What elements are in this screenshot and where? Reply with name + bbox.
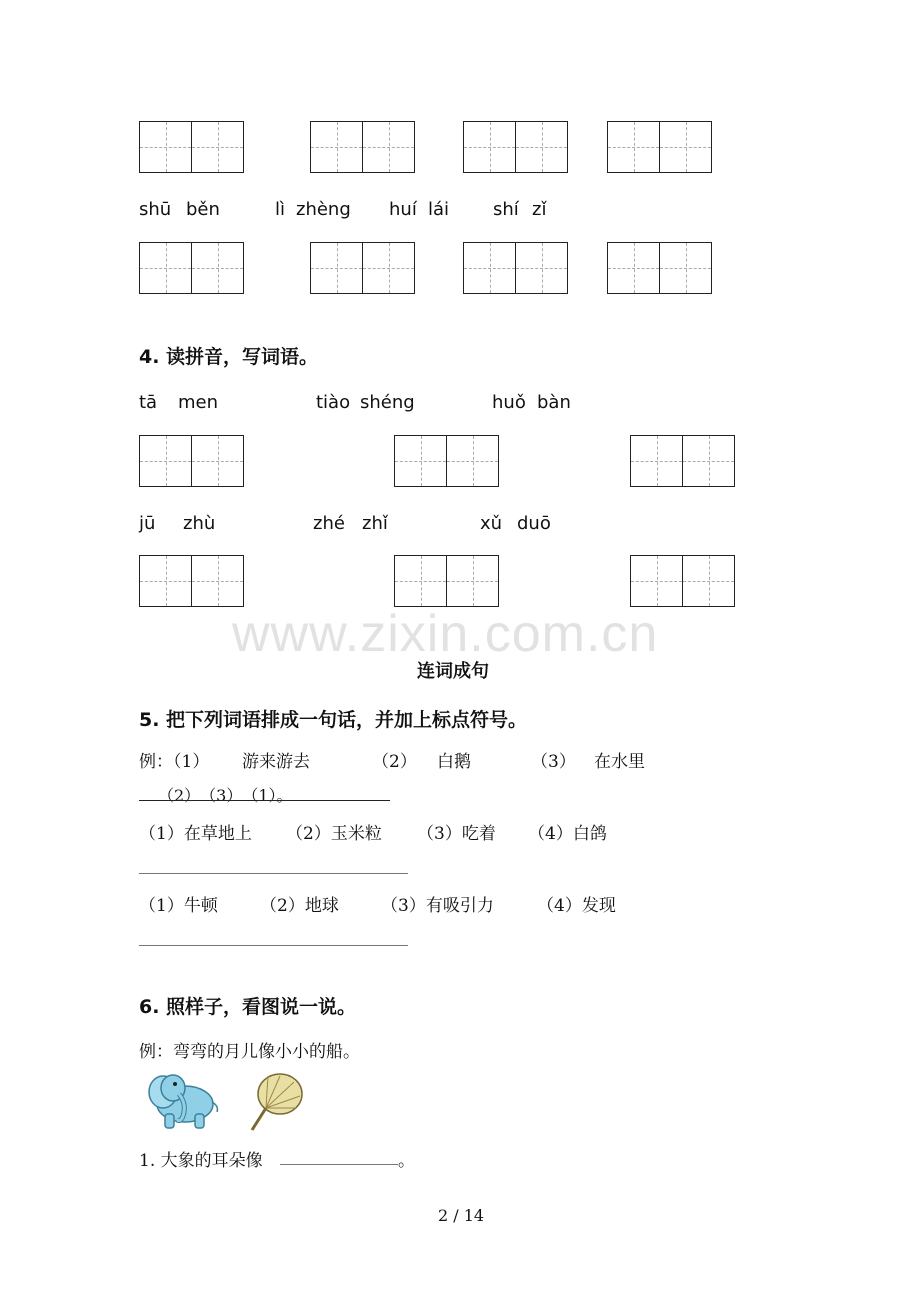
elephant-picture (139, 1068, 225, 1132)
pinyin: tā (139, 392, 158, 413)
char-grid[interactable] (139, 242, 244, 294)
char-grid[interactable] (139, 435, 244, 487)
pinyin: zǐ (532, 199, 547, 220)
pinyin: duō (517, 513, 551, 534)
example-index: （3） (531, 752, 576, 772)
answer-underline (139, 800, 390, 801)
char-grid[interactable] (630, 435, 735, 487)
char-grid[interactable] (139, 555, 244, 607)
char-grid[interactable] (310, 242, 415, 294)
char-grid[interactable] (630, 555, 735, 607)
page-number: 2 / 14 (438, 1206, 485, 1225)
section-heading: 连词成句 (417, 661, 489, 682)
word-item: （3）有吸引力 (381, 896, 494, 916)
pinyin: jū (139, 513, 156, 534)
answer-line[interactable] (139, 873, 408, 874)
pinyin: shéng (360, 392, 415, 413)
char-grid[interactable] (394, 435, 499, 487)
question-4-title: 4. 读拼音，写词语。 (139, 346, 319, 368)
pinyin: zhèng (296, 199, 351, 220)
char-grid[interactable] (607, 242, 712, 294)
pinyin: huǒ (492, 392, 526, 413)
char-grid[interactable] (607, 121, 712, 173)
example-word: 游来游去 (242, 752, 310, 772)
fill-blank-end: 。 (398, 1151, 415, 1171)
question-5-title: 5. 把下列词语排成一句话，并加上标点符号。 (139, 709, 528, 731)
example-index: （2） (372, 752, 417, 772)
example-label: 例：（1） (139, 752, 210, 772)
pinyin: shū (139, 199, 172, 220)
pinyin: bàn (537, 392, 571, 413)
char-grid[interactable] (139, 121, 244, 173)
char-grid[interactable] (394, 555, 499, 607)
example-sentence: 例：弯弯的月儿像小小的船。 (139, 1042, 360, 1062)
pinyin: zhǐ (362, 513, 388, 534)
word-item: （2）玉米粒 (286, 824, 382, 844)
pinyin: lái (428, 199, 450, 220)
word-item: （1）牛顿 (139, 896, 218, 916)
fill-blank-item: 1. 大象的耳朵像 (139, 1151, 263, 1171)
palm-fan-picture (244, 1068, 306, 1134)
word-item: （2）地球 (260, 896, 339, 916)
pinyin: shí (493, 199, 519, 220)
pinyin: huí (389, 199, 417, 220)
pinyin: men (178, 392, 219, 413)
word-item: （1）在草地上 (139, 824, 252, 844)
question-6-title: 6. 照样子，看图说一说。 (139, 996, 357, 1018)
pinyin: běn (186, 199, 220, 220)
char-grid[interactable] (463, 242, 568, 294)
fill-blank-line[interactable] (280, 1164, 398, 1165)
pinyin: zhù (183, 513, 216, 534)
char-grid[interactable] (310, 121, 415, 173)
word-item: （3）吃着 (417, 824, 496, 844)
word-item: （4）白鸽 (528, 824, 607, 844)
watermark: www.zixin.com.cn (232, 605, 659, 663)
pinyin: xǔ (480, 513, 503, 534)
example-word: 在水里 (594, 752, 645, 772)
pinyin: tiào (316, 392, 351, 413)
char-grid[interactable] (463, 121, 568, 173)
pinyin: lì (275, 199, 286, 220)
example-word: 白鹅 (437, 752, 471, 772)
pinyin: zhé (313, 513, 345, 534)
word-item: （4）发现 (537, 896, 616, 916)
answer-line[interactable] (139, 945, 408, 946)
example-answer: （2） （3） （1）。 (158, 786, 293, 805)
